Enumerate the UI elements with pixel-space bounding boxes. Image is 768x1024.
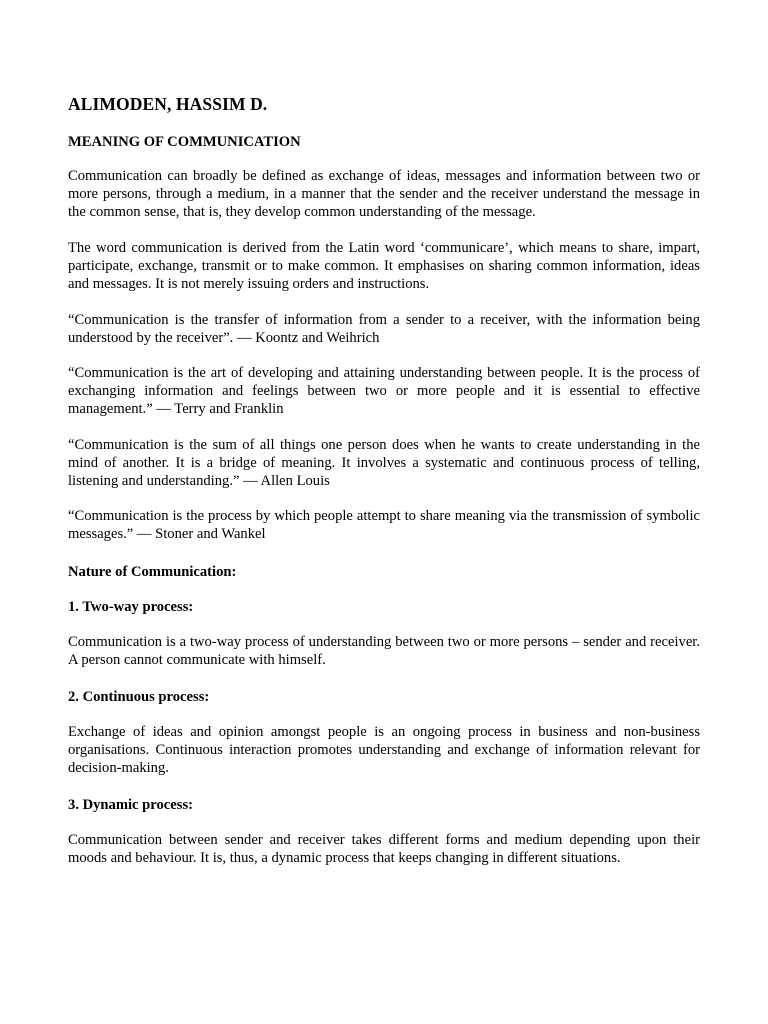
nature-item-text: Communication between sender and receiver takes different forms and medium depending upon their moods and behaviour. It is, thus, a dynamic process that keeps changing in different situations. bbox=[68, 832, 700, 866]
nature-item-text: Communication is a two-way process of understanding between two or more persons – sender and receiver. A person cannot communicate with himself. bbox=[68, 634, 700, 668]
nature-item-heading: 3. Dynamic process: bbox=[68, 797, 193, 813]
nature-item-heading: 2. Continuous process: bbox=[68, 689, 210, 705]
author-name: ALIMODEN, HASSIM D. bbox=[68, 94, 268, 114]
quote-koontz-weihrich: “Communication is the transfer of information from a sender to a receiver, with the information being understood by the receiver”. — Koontz and Weihrich bbox=[68, 312, 700, 346]
quote-allen-louis: “Communication is the sum of all things one person does when he wants to create understanding in the mind of another. It is a bridge of meaning. It involves a systematic and continuous process of telling, listening and understanding.” — Allen Louis bbox=[68, 437, 700, 489]
definition-paragraph: Communication can broadly be defined as exchange of ideas, messages and information between two or more persons, through a medium, in a manner that the sender and the receiver understand the message in the common sense, that is, they develop common understanding of the message. bbox=[68, 168, 700, 220]
nature-heading: Nature of Communication: bbox=[68, 564, 237, 580]
section-title: MEANING OF COMMUNICATION bbox=[68, 134, 301, 150]
etymology-paragraph: The word communication is derived from the Latin word ‘communicare’, which means to share, impart, participate, exchange, transmit or to make common. It emphasises on sharing common information, ideas and messages. It is not merely issuing orders and instructions. bbox=[68, 240, 700, 292]
quote-terry-franklin: “Communication is the art of developing and attaining understanding between people. It is the process of exchanging information and feelings between two or more people and it is essential to effective management.” — Terry and Franklin bbox=[68, 365, 700, 417]
nature-item-text: Exchange of ideas and opinion amongst people is an ongoing process in business and non-business organisations. Continuous interaction promotes understanding and exchange of information relevant for decision-making. bbox=[68, 724, 700, 776]
quote-stoner-wankel: “Communication is the process by which people attempt to share meaning via the transmission of symbolic messages.” — Stoner and Wankel bbox=[68, 508, 700, 542]
nature-item-heading: 1. Two-way process: bbox=[68, 599, 194, 615]
